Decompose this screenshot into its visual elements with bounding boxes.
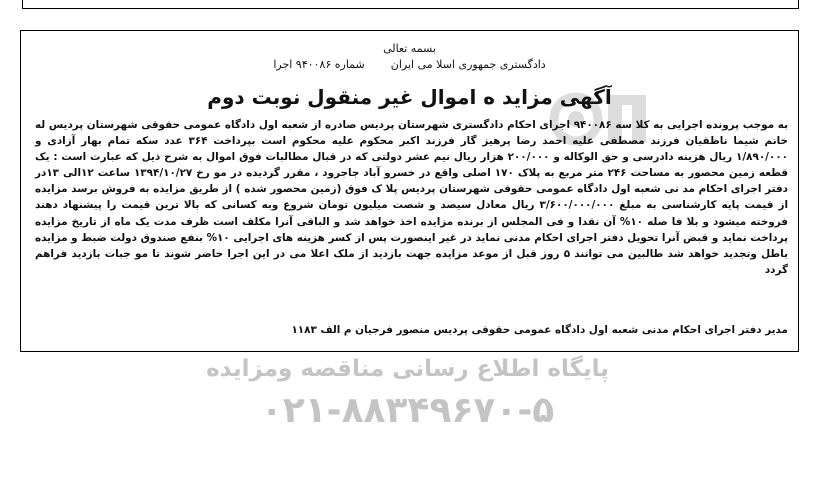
watermark-site-name: پایگاه اطلاع رسانی مناقصه ومزایده <box>206 356 609 382</box>
notice-body-text: به موجب پرونده اجرایی به کلا سه ۹۴۰۰۸۶ اجرای احکام دادگستری شهرستان پردیس صادره از شعبه اول دادگاه عمومی حقوقی شهرستان پردیس له خانم شیما ناظقیان فرزند مصطفی علیه احمد رضا پرهیز گار فرزند اکبر محکوم علیه محکوم است بپرداخت ۳۶۴ عدد سکه تمام بهار آزادی و ۱/۸۹۰/۰۰۰ ریال هزینه دادرسی و حق الوکاله و ۲۰۰/۰۰۰ هزار ریال نیم عشر دولتی که در قبال مطالبات فوق اموال به شرح ذیل که عبارت است : یک قطعه زمین محصور به مساحت ۲۴۶ متر مربع به پلاک ۱۷۰ اصلی واقع در خسرو آباد جاجرود ، مقرر گردیده در مو رخ ۱۳۹۴/۱۰/۲۷ ساعت ۱۲الی ۱۳در دفتر اجرای احکام مد نی شعبه اول دادگاه عمومی حقوقی شهرستان پردیس پلا ک فوق (زمین محصور شده ) از طریق مزایده به فروش برسد مزایده از قیمت پایه کارشناسی به مبلغ ۳/۶۰۰/۰۰۰/۰۰۰ ریال معادل سیصد و شصت میلیون تومان شروع وبه کسانی که بالا ترین قیمت را پیشنهاد دهند فروخته میشود و بلا فا صله ۱۰% آن نقدا و فی المجلس از برنده مزایده اخذ خواهد شد و الباقی آنرا مکلف است ظرف مدت یک ماه از تاریخ مزایده پرداخت نماید و قبض آنرا تحویل دفتر اجرای احکام مدنی نماید در غیر اینصورت پس از کسر هزینه های اجرایی ۱۰% بنفع صندوق دولت ضبط و مزایده باطل وتجدید خواهد شد طالبین می توانند ۵ روز قبل از موعد مزایده جهت بازدید از ملک اعلا می در این اجرا حاضر شوند تا مو جبات بازدید فراهم گردد <box>35 119 789 276</box>
previous-notice-frame <box>22 0 799 9</box>
notice-body <box>35 117 788 278</box>
notice-signature: مدیر دفتر اجرای احکام مدنی شعبه اول دادگاه عمومی حقوقی پردیس منصور فرجیان م الف ۱۱۸۳ <box>291 324 788 336</box>
watermark-phone-number: ۰۲۱-۸۸۳۴۹۶۷۰-۵ <box>260 390 555 431</box>
notice-header <box>21 41 798 73</box>
notice-title: آگهی مزاید ه اموال غیر منقول نوبت دوم <box>207 85 612 109</box>
court-name: دادگستری جمهوری اسلا می ایران <box>390 58 546 71</box>
auction-notice-frame <box>20 30 799 352</box>
invocation-text: بسمه تعالی <box>383 42 436 55</box>
header-court-row <box>21 57 798 73</box>
reference-number: شماره ۹۴۰۰۸۶ اجرا <box>273 58 365 71</box>
